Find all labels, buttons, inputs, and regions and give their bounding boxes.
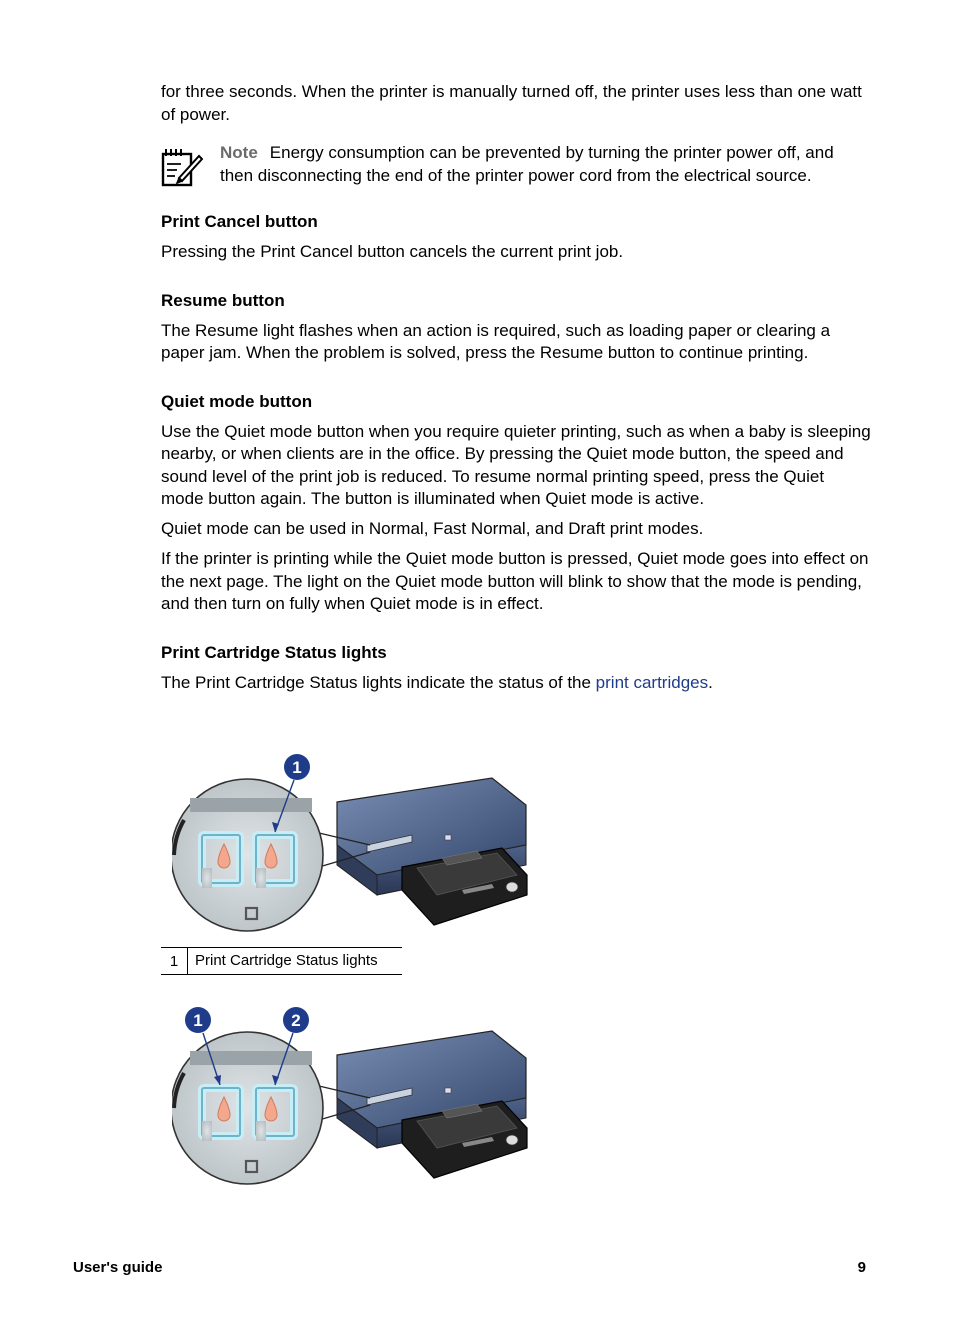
section-resume [161,290,871,365]
section-paragraph: Pressing the Print Cancel button cancels the current print job. [161,242,624,261]
page-content [161,81,871,694]
note-pencil-icon [161,146,203,188]
link-lead-text: The Print Cartridge Status lights indicate the status of the [161,672,596,692]
callout-table-label: Print Cartridge Status lights [195,952,378,969]
printer-illustration-1 [172,750,532,940]
section-paragraph [161,672,871,695]
section-heading: Resume button [161,290,285,310]
callout-2: 2 [291,1011,301,1030]
section-cartridge-status [161,642,871,695]
section-paragraph: If the printer is printing while the Quiet mode button is pressed, Quiet mode goes into effect on the next page. The light on the Quiet mode button will blink to show that the mode is pending, and then turn on fully when Quiet mode is in effect. [161,549,869,613]
section-paragraph: The Resume light flashes when an action is required, such as loading paper or clearing a paper jam. When the problem is solved, press the Resume button to continue printing. [161,320,831,362]
printer-illustration-2 [172,1003,532,1193]
callout-1: 1 [193,1011,203,1030]
note-paragraph [220,142,871,187]
note-block [161,142,871,187]
intro-paragraph: for three seconds. When the printer is manually turned off, the printer uses less than one watt of power. [161,82,862,124]
note-label: Note [220,143,258,162]
callout-table [161,947,402,975]
callout-1: 1 [292,758,302,777]
callout-table-number: 1 [161,948,188,974]
section-heading: Print Cancel button [161,212,318,231]
page-footer [73,1259,866,1276]
footer-guide-title: User's guide [73,1259,163,1276]
print-cartridges-link[interactable]: print cartridges [595,672,709,692]
section-paragraph: Use the Quiet mode button when you require quieter printing, such as when a baby is sleeping nearby, or when clients are in the office. By pressing the Quiet mode button, the speed and sound level of the print job is reduced. To resume normal printing speed, press the Quiet mode button again. The button is illuminated when Quiet mode is active. [161,421,871,508]
section-paragraph: Quiet mode can be used in Normal, Fast Normal, and Draft print modes. [161,519,704,538]
section-print-cancel [161,211,871,264]
section-heading: Print Cartridge Status lights [161,642,387,662]
link-trail-text: . [708,672,713,692]
note-text: Energy consumption can be prevented by turning the printer power off, and then disconnecting the end of the printer power cord from the electrical source. [220,143,834,185]
page-number: 9 [857,1259,866,1276]
section-heading: Quiet mode button [161,391,313,411]
section-quiet-mode [161,391,871,616]
